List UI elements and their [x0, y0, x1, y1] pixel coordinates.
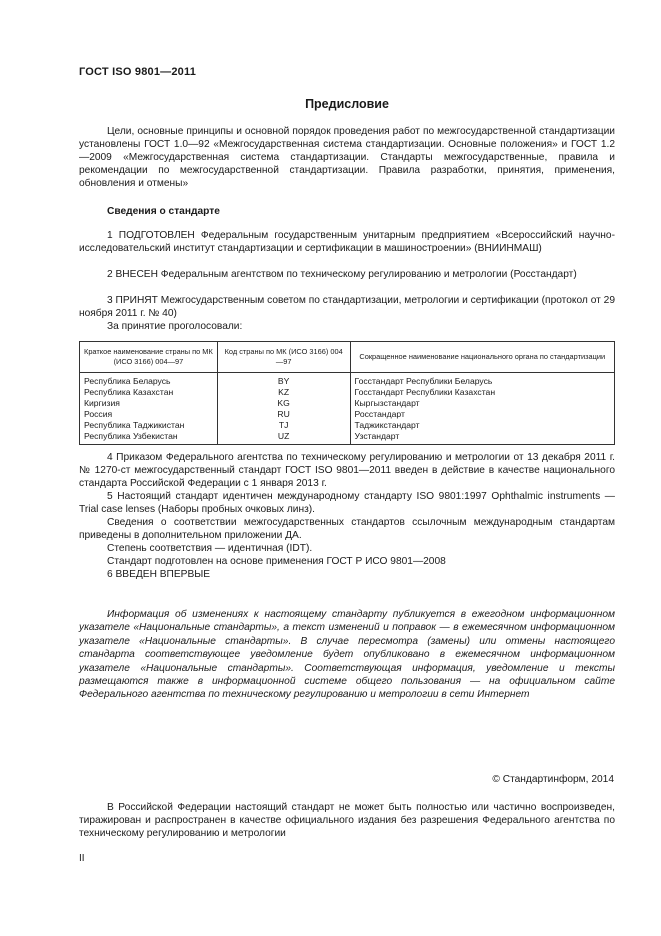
- item-3-adopted: 3 ПРИНЯТ Межгосударственным советом по стандартизации, метрологии и сертификации (протокол от 29 ноября 2011 г. № 40): [79, 295, 615, 319]
- table-row: [80, 373, 615, 388]
- country-code-cell: UZ: [217, 431, 350, 445]
- table-row: [80, 409, 615, 420]
- page-title: Предисловие: [305, 97, 389, 111]
- country-name-cell: Республика Таджикистан: [80, 420, 218, 431]
- intro-paragraph: Цели, основные принципы и основной порядок проведения работ по межгосударственной стандартизации установлены ГОСТ 1.0—92 «Межгосударственная система стандартизации. Основные положения» и ГОСТ 1.2—2009 «Межгосударственная система стандартизации. Стандарты межгосударственные, правила и рекомендации по межгосударственной стандартизации. Правила разработки, принятия, применения, обновления и отмены»: [79, 126, 615, 189]
- country-name-cell: Россия: [80, 409, 218, 420]
- country-code-cell: KG: [217, 398, 350, 409]
- item-5-identical: 5 Настоящий стандарт идентичен международному стандарту ISO 9801:1997 Ophthalmic instruments — Trial case lenses (Наборы пробных очковых линз).: [79, 491, 615, 515]
- country-code-cell: RU: [217, 409, 350, 420]
- change-information-note: Информация об изменениях к настоящему стандарту публикуется в ежегодном информационном указателе «Национальные стандарты», а текст изменений и поправок — в ежемесячном информационном указателе «Национальные стандарты». В случае пересмотра (замены) или отмены настоящего стандарта соответствующее уведомление будет опубликовано в ежемесячном информационном указателе «Национальные стандарты». Соответствующая информация, уведомление и тексты размещаются также в информационной системе общего пользования — на официальном сайте Федерального агентства по техническому регулированию и метрологии в сети Интернет: [79, 609, 615, 701]
- voting-countries-table: [79, 341, 615, 445]
- authority-cell: Госстандарт Республики Казахстан: [350, 387, 615, 398]
- item-2-submitted: 2 ВНЕСЕН Федеральным агентством по техническому регулированию и метрологии (Росстандарт): [107, 269, 577, 280]
- authority-cell: Госстандарт Республики Беларусь: [350, 373, 615, 388]
- item-5-references: Сведения о соответствии межгосударственных стандартов ссылочным международным стандартам приведены в дополнительном приложении ДА.: [79, 517, 615, 541]
- table-row: [80, 398, 615, 409]
- vote-label: За принятие проголосовали:: [107, 321, 243, 332]
- country-name-cell: Республика Беларусь: [80, 373, 218, 388]
- authority-cell: Росстандарт: [350, 409, 615, 420]
- item-5-basis: Стандарт подготовлен на основе применения ГОСТ Р ИСО 9801—2008: [107, 556, 446, 567]
- country-code-cell: TJ: [217, 420, 350, 431]
- authority-cell: Кыргызстандарт: [350, 398, 615, 409]
- page-number: II: [79, 853, 85, 864]
- column-header-authority: Сокращенное наименование национального органа по стандартизации: [350, 342, 615, 373]
- item-1-prepared: 1 ПОДГОТОВЛЕН Федеральным государственным унитарным предприятием «Всероссийский научно-исследовательский институт стандартизации и сертификации в машиностроении» (ВНИИНМАШ): [79, 230, 615, 254]
- column-header-country: Краткое наименование страны по МК (ИСО 3166) 004—97: [80, 342, 218, 373]
- document-code-header: ГОСТ ISO 9801—2011: [79, 66, 197, 78]
- authority-cell: Узстандарт: [350, 431, 615, 445]
- item-5-compliance-degree: Степень соответствия — идентичная (IDT).: [107, 543, 313, 554]
- country-name-cell: Республика Узбекистан: [80, 431, 218, 445]
- country-name-cell: Киргизия: [80, 398, 218, 409]
- section-subtitle: Сведения о стандарте: [107, 206, 220, 217]
- authority-cell: Таджикстандарт: [350, 420, 615, 431]
- table-row: [80, 431, 615, 445]
- copyright-notice: © Стандартинформ, 2014: [492, 774, 614, 785]
- item-4-order: 4 Приказом Федерального агентства по техническому регулированию и метрологии от 13 декабря 2011 г. № 1270-ст межгосударственный стандарт ГОСТ ISO 9801—2011 введен в действие в качестве национального стандарта Российской Федерации с 1 января 2013 г.: [79, 452, 615, 489]
- item-6-introduced: 6 ВВЕДЕН ВПЕРВЫЕ: [107, 569, 211, 580]
- table-row: [80, 387, 615, 398]
- table-row: [80, 420, 615, 431]
- country-code-cell: KZ: [217, 387, 350, 398]
- column-header-code: Код страны по МК (ИСО 3166) 004—97: [217, 342, 350, 373]
- table-header-row: [80, 342, 615, 373]
- country-code-cell: BY: [217, 373, 350, 388]
- country-name-cell: Республика Казахстан: [80, 387, 218, 398]
- reproduction-restriction-note: В Российской Федерации настоящий стандарт не может быть полностью или частично воспроизведен, тиражирован и распространен в качестве официального издания без разрешения Федерального агентства по техническому регулированию и метрологии: [79, 802, 615, 839]
